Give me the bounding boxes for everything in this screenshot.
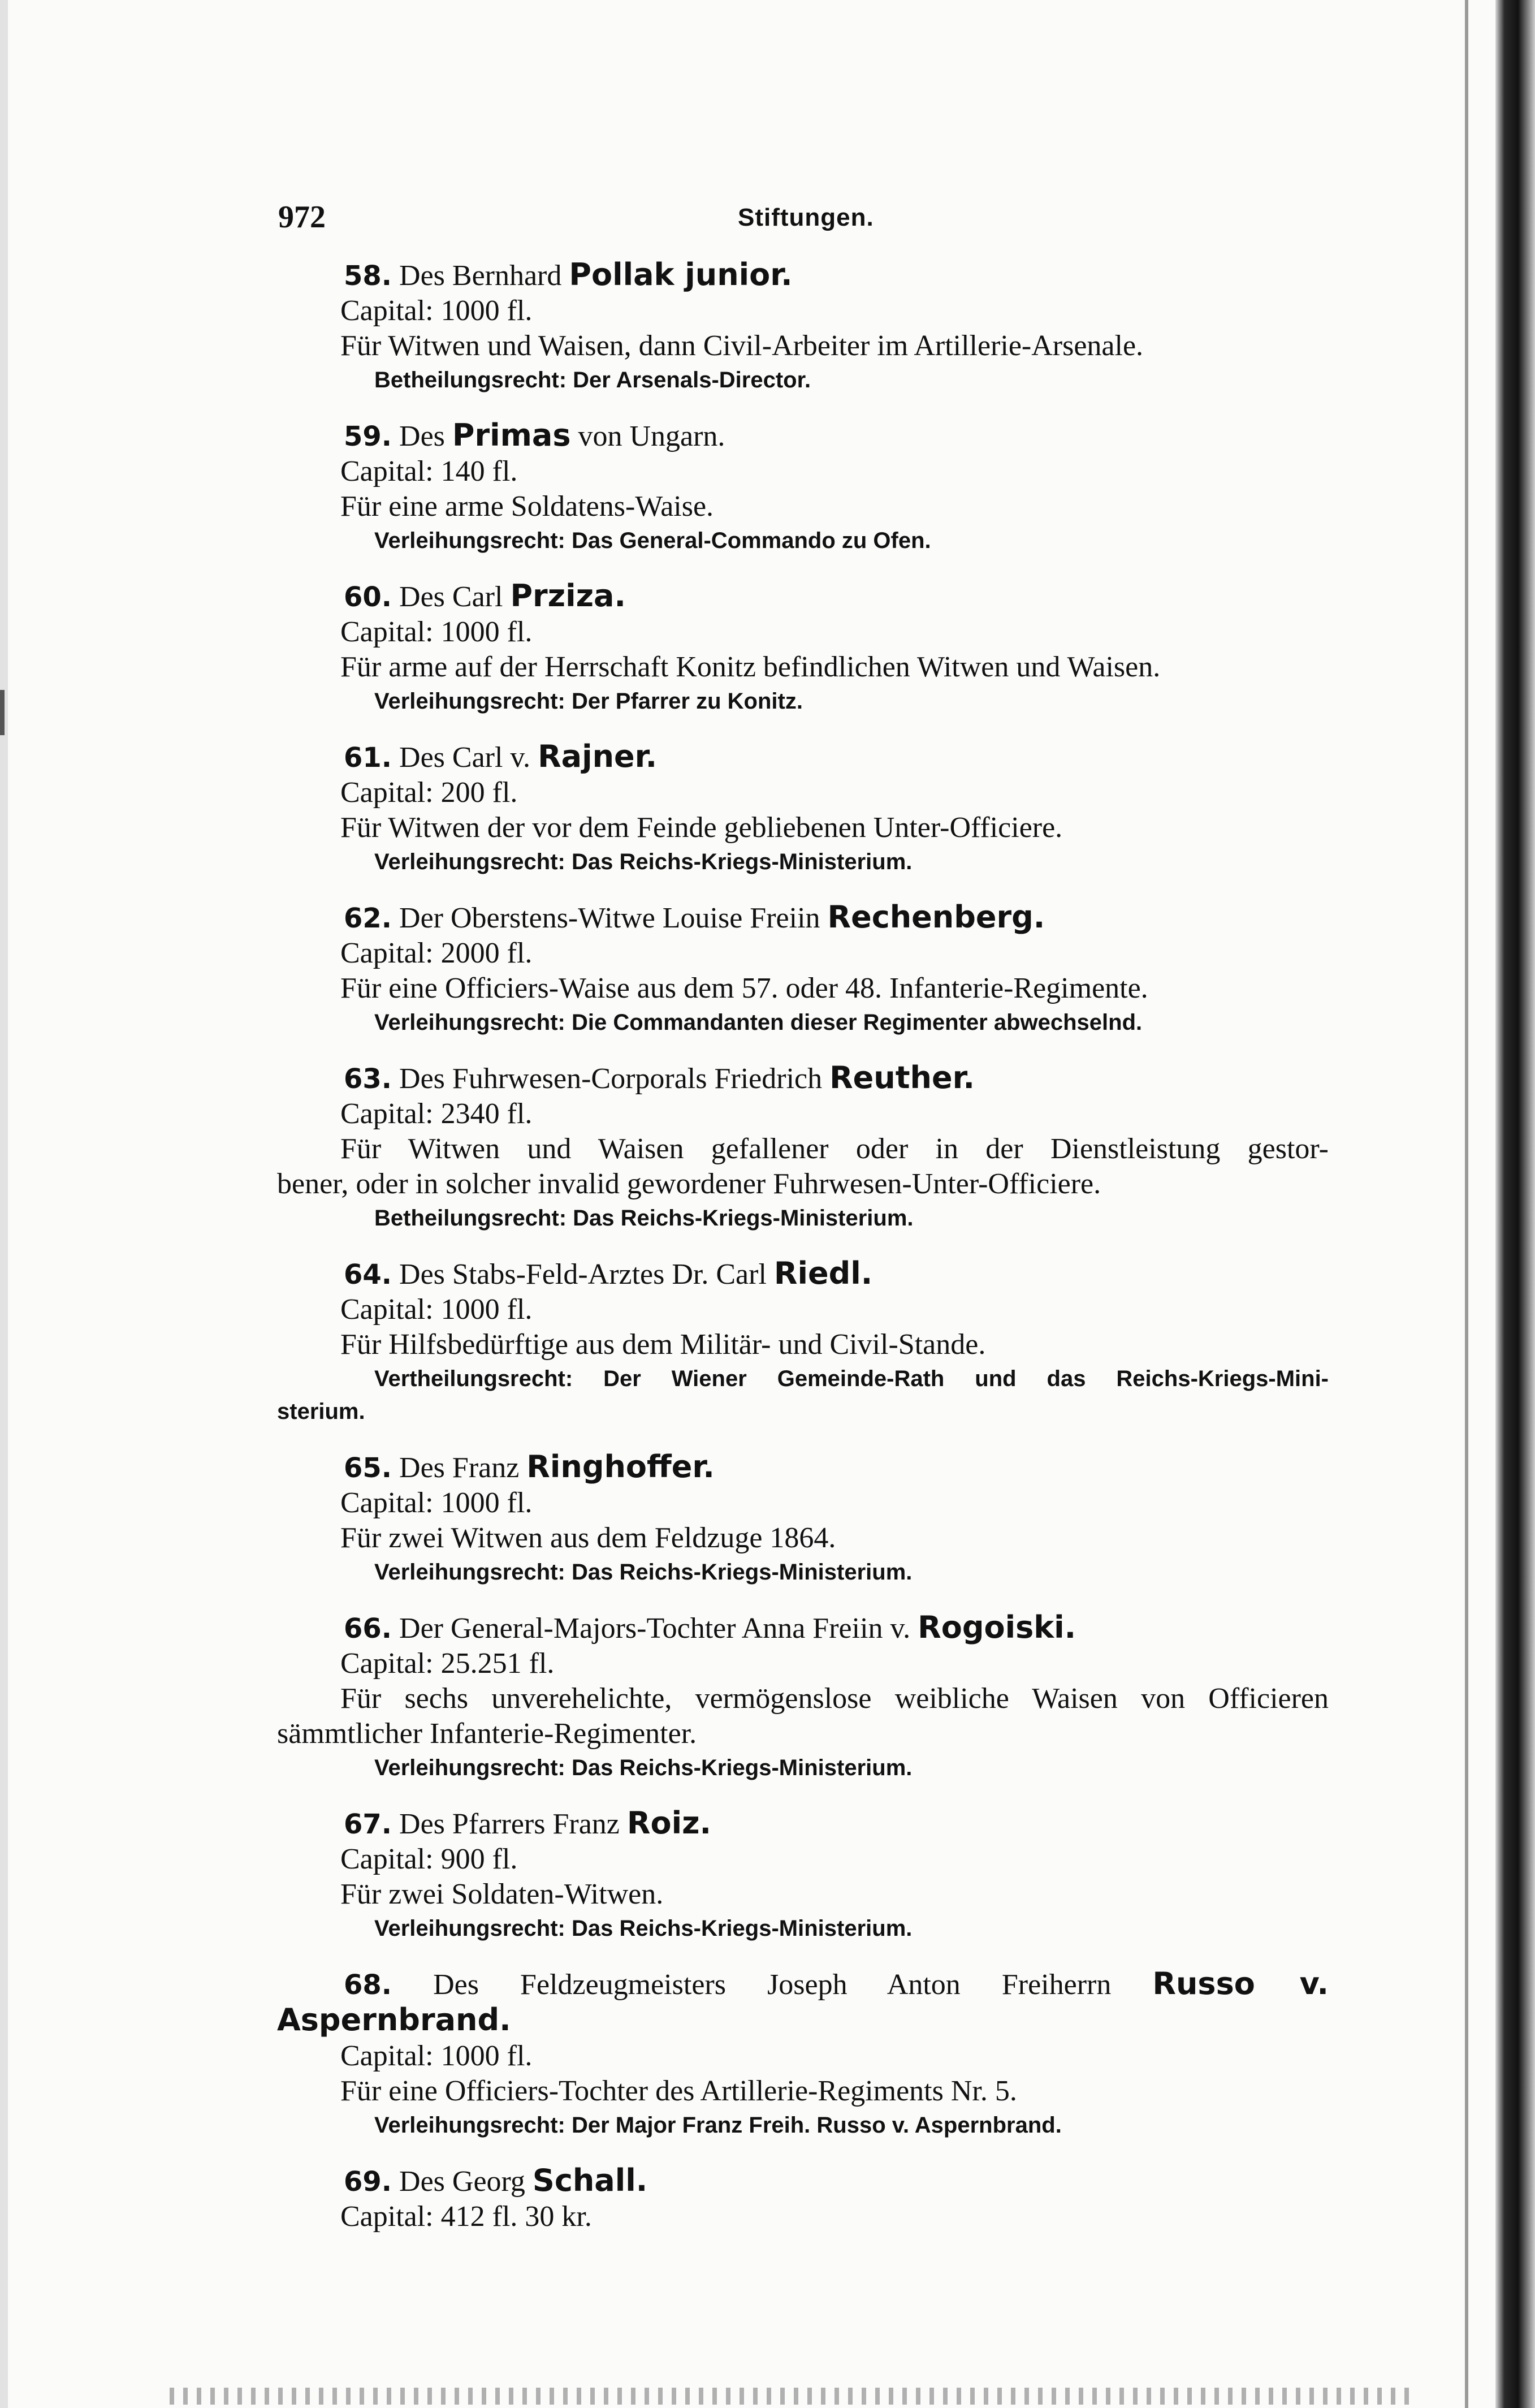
entry-purpose: Für eine Officiers-Waise aus dem 57. oder 48. Infanterie-Regimente.: [340, 972, 1148, 1004]
entry-prefix: Des Pfarrers Franz: [399, 1808, 620, 1840]
entry-right: Verleihungsrecht: Das Reichs-Kriegs-Ministerium.: [374, 1916, 913, 1941]
entry-number: 66.: [344, 1613, 392, 1645]
entry-capital: Capital: 1000 fl.: [340, 616, 533, 648]
entry-purpose: Für arme auf der Herrschaft Konitz befindlichen Witwen und Waisen.: [340, 651, 1161, 683]
entry-name: Riedl.: [773, 1255, 873, 1291]
foundation-entry: [277, 1256, 1329, 1428]
foundation-entry: [277, 1966, 1329, 2142]
entry-purpose-line-1: Für sechs unverehelichte, vermögenslose weibliche Waisen von Officieren: [340, 1682, 1329, 1715]
entry-name: Ringhoffer.: [526, 1449, 715, 1484]
entry-capital: Capital: 900 fl.: [340, 1843, 518, 1875]
entry-number: 60.: [344, 581, 392, 613]
entry-purpose-line-2: sämmtlicher Infanterie-Regimenter.: [277, 1717, 697, 1750]
entry-prefix: Des Stabs-Feld-Arztes Dr. Carl: [399, 1258, 767, 1291]
entry-number: 61.: [344, 742, 392, 774]
entry-right: Betheilungsrecht: Der Arsenals-Director.: [374, 368, 811, 392]
left-page-edge: [0, 0, 8, 2408]
page-content: [277, 257, 1329, 2256]
entry-prefix: Des Feldzeugmeisters Joseph Anton Freiherrn: [433, 1969, 1112, 2001]
entry-number: 64.: [344, 1259, 392, 1291]
entry-title: [277, 1966, 1329, 2003]
entry-name: Prziza.: [510, 578, 626, 614]
entry-capital: Capital: 200 fl.: [340, 776, 518, 809]
entry-number: 65.: [344, 1452, 392, 1484]
entry-name: Roiz.: [626, 1805, 712, 1841]
entry-capital: Capital: 1000 fl.: [340, 295, 533, 327]
entry-capital: Capital: 25.251 fl.: [340, 1647, 555, 1680]
entry-purpose: Für Witwen der vor dem Feinde gebliebenen Unter-Officiere.: [340, 812, 1063, 844]
entry-name: Russo v.: [1152, 1966, 1329, 2001]
entry-right: Verleihungsrecht: Die Commandanten dieser Regimenter abwechselnd.: [374, 1010, 1143, 1035]
entry-name: Rogoiski.: [918, 1609, 1076, 1645]
entry-number: 62.: [344, 903, 392, 934]
entry-purpose: Für Hilfsbedürftige aus dem Militär- und Civil-Stande.: [340, 1328, 986, 1361]
entry-right: Betheilungsrecht: Das Reichs-Kriegs-Ministerium.: [374, 1206, 914, 1231]
entry-right: Verleihungsrecht: Das Reichs-Kriegs-Ministerium.: [374, 1560, 913, 1585]
foundation-entry: [277, 1806, 1329, 1945]
entry-title: [277, 2163, 1329, 2199]
entry-capital: Capital: 1000 fl.: [340, 1293, 533, 1326]
entry-number: 67.: [344, 1809, 392, 1840]
foundation-entry: [277, 1449, 1329, 1589]
entry-purpose-line-2: bener, oder in solcher invalid gewordener Fuhrwesen-Unter-Officiere.: [277, 1168, 1101, 1200]
entry-name: Pollak junior.: [569, 257, 793, 292]
entry-capital: Capital: 1000 fl.: [340, 2040, 533, 2072]
entry-number: 58.: [344, 260, 392, 292]
entry-name: Reuther.: [829, 1060, 975, 1095]
entry-purpose: Für zwei Witwen aus dem Feldzuge 1864.: [340, 1522, 836, 1554]
bottom-scan-noise: [170, 2388, 1413, 2405]
entry-prefix: Des Carl v.: [399, 741, 531, 774]
foundation-entry: [277, 1060, 1329, 1235]
entry-right: Verleihungsrecht: Der Major Franz Freih. Russo v. Aspernbrand.: [374, 2113, 1062, 2138]
entry-prefix: Des Fuhrwesen-Corporals Friedrich: [399, 1063, 823, 1095]
entry-name: Primas: [452, 417, 571, 453]
entry-number: 68.: [344, 1969, 392, 2001]
entry-title: [277, 900, 1329, 936]
page-number: 972: [278, 200, 326, 235]
entry-title: [277, 418, 1329, 454]
entry-name-line-2: Aspernbrand.: [277, 2002, 511, 2038]
entry-title: [277, 1256, 1329, 1292]
entry-prefix: Des: [399, 420, 445, 452]
entry-title: [277, 257, 1329, 294]
entry-title-line-2: [277, 2003, 1329, 2039]
entry-suffix: von Ungarn.: [578, 420, 725, 452]
entry-capital: Capital: 1000 fl.: [340, 1487, 533, 1519]
entry-number: 63.: [344, 1063, 392, 1095]
foundation-entry: [277, 579, 1329, 718]
foundation-entry: [277, 739, 1329, 878]
entry-title: [277, 1449, 1329, 1486]
foundation-entry: [277, 2163, 1329, 2234]
entry-title: [277, 1610, 1329, 1646]
entry-title: [277, 1060, 1329, 1097]
entry-title: [277, 579, 1329, 615]
entry-prefix: Des Georg: [399, 2165, 525, 2198]
entry-right-line-2: sterium.: [277, 1399, 365, 1424]
entry-right: Verleihungsrecht: Der Pfarrer zu Konitz.: [374, 689, 803, 714]
entry-capital: Capital: 2000 fl.: [340, 937, 533, 969]
entry-number: 69.: [344, 2166, 392, 2198]
entry-title: [277, 739, 1329, 775]
right-page-edge: [1495, 0, 1535, 2408]
entry-purpose: Für Witwen und Waisen, dann Civil-Arbeiter im Artillerie-Arsenale.: [340, 330, 1144, 362]
entry-prefix: Der Oberstens-Witwe Louise Freiin: [399, 902, 820, 934]
entry-prefix: Des Bernhard: [399, 260, 562, 292]
entry-prefix: Der General-Majors-Tochter Anna Freiin v.: [399, 1612, 911, 1645]
foundation-entry: [277, 900, 1329, 1039]
entry-right: Verleihungsrecht: Das Reichs-Kriegs-Ministerium.: [374, 1755, 913, 1780]
right-page-fold-line: [1465, 0, 1468, 2408]
entry-name: Schall.: [532, 2163, 648, 2198]
entry-purpose-line-1: Für Witwen und Waisen gefallener oder in der Dienstleistung gestor-: [340, 1133, 1329, 1165]
page-header: [0, 199, 1535, 239]
foundation-entry: [277, 257, 1329, 396]
entry-capital: Capital: 412 fl. 30 kr.: [340, 2200, 592, 2233]
entry-number: 59.: [344, 421, 392, 452]
entry-right: Verleihungsrecht: Das General-Commando zu Ofen.: [374, 528, 931, 553]
entry-capital: Capital: 2340 fl.: [340, 1098, 533, 1130]
entry-prefix: Des Carl: [399, 581, 503, 613]
entry-right: Verleihungsrecht: Das Reichs-Kriegs-Ministerium.: [374, 849, 913, 874]
entry-purpose: Für eine Officiers-Tochter des Artillerie-Regiments Nr. 5.: [340, 2075, 1017, 2107]
entry-purpose: Für eine arme Soldatens-Waise.: [340, 490, 714, 523]
entry-right-line-1: Vertheilungsrecht: Der Wiener Gemeinde-Rath und das Reichs-Kriegs-Mini-: [374, 1366, 1329, 1391]
foundation-entry: [277, 418, 1329, 557]
running-title: Stiftungen.: [738, 204, 874, 231]
entry-capital: Capital: 140 fl.: [340, 455, 518, 487]
entry-name: Rechenberg.: [827, 899, 1045, 935]
left-edge-mark: [0, 690, 5, 735]
foundation-entry: [277, 1610, 1329, 1784]
entry-prefix: Des Franz: [399, 1452, 520, 1484]
entry-name: Rajner.: [538, 739, 658, 774]
entry-purpose: Für zwei Soldaten-Witwen.: [340, 1878, 664, 1910]
entry-title: [277, 1806, 1329, 1842]
